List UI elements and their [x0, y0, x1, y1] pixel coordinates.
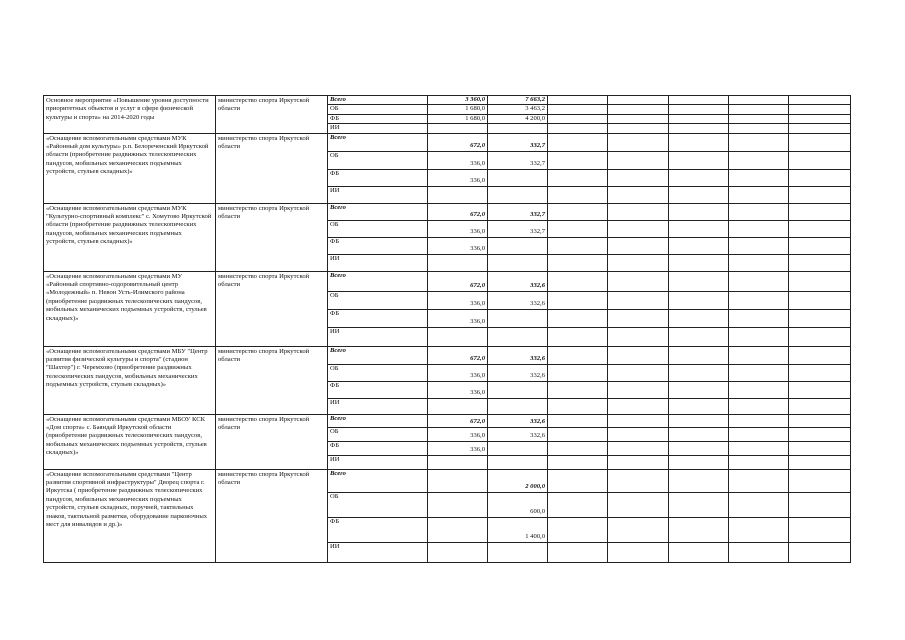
empty-cell — [669, 291, 729, 309]
amount-cell-1: 672,0 — [428, 203, 488, 220]
empty-cell — [669, 254, 729, 271]
empty-cell — [729, 381, 789, 398]
empty-cell — [548, 492, 608, 517]
empty-cell — [548, 254, 608, 271]
amount-cell-1: 336,0 — [428, 427, 488, 441]
empty-cell — [669, 271, 729, 291]
amount-cell-2: 332,6 — [488, 271, 548, 291]
empty-cell — [669, 186, 729, 203]
table-row — [44, 203, 851, 220]
amount-cell-2 — [488, 441, 548, 455]
amount-cell-1: 672,0 — [428, 133, 488, 151]
empty-cell — [608, 398, 669, 414]
funding-source-label: Всего — [328, 414, 428, 427]
table-row — [44, 96, 851, 105]
responsible-organization: министерство спорта Иркутской области — [216, 203, 328, 271]
empty-cell — [669, 124, 729, 133]
funding-source-label: ОБ — [328, 220, 428, 237]
empty-cell — [789, 469, 851, 492]
empty-cell — [669, 237, 729, 254]
funding-source-label: ОБ — [328, 151, 428, 169]
table-row — [44, 414, 851, 427]
empty-cell — [608, 381, 669, 398]
amount-cell-2: 4 200,0 — [488, 114, 548, 123]
funding-source-label: ИИ — [328, 542, 428, 562]
empty-cell — [729, 309, 789, 327]
amount-cell-1: 672,0 — [428, 271, 488, 291]
amount-cell-1: 672,0 — [428, 346, 488, 364]
funding-source-label: ОБ — [328, 364, 428, 381]
empty-cell — [729, 517, 789, 542]
empty-cell — [548, 237, 608, 254]
table-row — [44, 133, 851, 151]
empty-cell — [548, 96, 608, 105]
empty-cell — [789, 169, 851, 186]
empty-cell — [548, 327, 608, 346]
empty-cell — [669, 398, 729, 414]
funding-source-label: ФБ — [328, 169, 428, 186]
amount-cell-1: 1 680,0 — [428, 105, 488, 114]
empty-cell — [608, 186, 669, 203]
empty-cell — [548, 220, 608, 237]
empty-cell — [608, 133, 669, 151]
funding-source-label: Всего — [328, 469, 428, 492]
empty-cell — [729, 133, 789, 151]
empty-cell — [789, 398, 851, 414]
empty-cell — [608, 346, 669, 364]
empty-cell — [608, 441, 669, 455]
empty-cell — [729, 96, 789, 105]
empty-cell — [608, 427, 669, 441]
empty-cell — [548, 291, 608, 309]
empty-cell — [729, 114, 789, 123]
empty-cell — [729, 414, 789, 427]
table-row — [44, 469, 851, 492]
amount-cell-1: 336,0 — [428, 151, 488, 169]
empty-cell — [548, 346, 608, 364]
activity-description: «Оснащение вспомогательными средствами МУ «Районный спортивно-оздоровительный центр «Молодежный» п. Невон Усть-Илимского района (приобретение раздвижных телескопических пандусов, мобильных механических подъемных устройств, стульев складных)» — [44, 271, 216, 346]
empty-cell — [729, 455, 789, 469]
empty-cell — [789, 492, 851, 517]
responsible-organization: министерство спорта Иркутской области — [216, 133, 328, 203]
activity-description: «Оснащение вспомогательными средствами МБУ "Центр развития физической культуры и спорта" (стадион "Шахтер") г. Черемхово (приобретение раздвижных телескопических пандусов, мобильных механических подъемных устройств, стульев складных)» — [44, 346, 216, 414]
empty-cell — [608, 271, 669, 291]
empty-cell — [729, 441, 789, 455]
activity-description: «Оснащение вспомогательными средствами МУК "Культурно-спортивный комплекс" с. Хомутово Иркутской области (приобретение раздвижных телескопических пандусов, мобильных механических подъемных устройств, стульев складных)» — [44, 203, 216, 271]
amount-cell-2: 1 400,0 — [488, 517, 548, 542]
empty-cell — [669, 517, 729, 542]
empty-cell — [548, 398, 608, 414]
amount-cell-2 — [488, 237, 548, 254]
responsible-organization: министерство спорта Иркутской области — [216, 271, 328, 346]
empty-cell — [669, 346, 729, 364]
empty-cell — [548, 441, 608, 455]
empty-cell — [789, 220, 851, 237]
empty-cell — [789, 237, 851, 254]
activity-description: «Оснащение вспомогательными средствами МБОУ КСК «Дом спорта» с. Баяндай Иркутской области (приобретение раздвижных телескопических пандусов, мобильных механических подъемных устройств, стульев складных)» — [44, 414, 216, 469]
empty-cell — [548, 455, 608, 469]
empty-cell — [729, 327, 789, 346]
empty-cell — [789, 105, 851, 114]
amount-cell-1 — [428, 469, 488, 492]
empty-cell — [729, 186, 789, 203]
funding-source-label: ИИ — [328, 254, 428, 271]
amount-cell-1: 336,0 — [428, 169, 488, 186]
amount-cell-1: 336,0 — [428, 309, 488, 327]
empty-cell — [608, 469, 669, 492]
empty-cell — [789, 133, 851, 151]
amount-cell-2: 332,7 — [488, 220, 548, 237]
amount-cell-2 — [488, 381, 548, 398]
amount-cell-2 — [488, 186, 548, 203]
amount-cell-2: 332,7 — [488, 133, 548, 151]
empty-cell — [548, 414, 608, 427]
empty-cell — [789, 151, 851, 169]
empty-cell — [669, 327, 729, 346]
empty-cell — [669, 469, 729, 492]
amount-cell-2 — [488, 327, 548, 346]
funding-source-label: Всего — [328, 133, 428, 151]
empty-cell — [608, 291, 669, 309]
empty-cell — [729, 151, 789, 169]
empty-cell — [548, 114, 608, 123]
empty-cell — [789, 309, 851, 327]
empty-cell — [608, 364, 669, 381]
amount-cell-1: 336,0 — [428, 291, 488, 309]
empty-cell — [729, 469, 789, 492]
empty-cell — [729, 492, 789, 517]
funding-source-label: ФБ — [328, 381, 428, 398]
empty-cell — [608, 220, 669, 237]
funding-source-label: ИИ — [328, 455, 428, 469]
activity-description: «Оснащение вспомогательными средствами "Центр развития спортивной инфраструктуры" Дворец спорта г. Иркутска ( приобретение раздвижных телескопических пандусов, мобильных механических подъемных устройств, стульев складных, поручней, тактильных знаков, тактильной разметки, оборудование парковочных мест для инвалидов и др.)» — [44, 469, 216, 562]
amount-cell-2: 332,6 — [488, 414, 548, 427]
empty-cell — [789, 542, 851, 562]
empty-cell — [789, 327, 851, 346]
empty-cell — [608, 96, 669, 105]
amount-cell-1: 336,0 — [428, 237, 488, 254]
responsible-organization: министерство спорта Иркутской области — [216, 346, 328, 414]
amount-cell-1: 3 360,0 — [428, 96, 488, 105]
empty-cell — [608, 254, 669, 271]
empty-cell — [548, 364, 608, 381]
empty-cell — [548, 151, 608, 169]
empty-cell — [669, 492, 729, 517]
empty-cell — [548, 271, 608, 291]
responsible-organization: министерство спорта Иркутской области — [216, 469, 328, 562]
empty-cell — [729, 542, 789, 562]
empty-cell — [669, 381, 729, 398]
funding-source-label: ФБ — [328, 114, 428, 123]
empty-cell — [548, 203, 608, 220]
empty-cell — [548, 105, 608, 114]
amount-cell-1: 1 680,0 — [428, 114, 488, 123]
activity-description: «Оснащение вспомогательными средствами МУК «Районный дом культуры» р.п. Белореченский Иркутской области (приобретение раздвижных телескопических пандусов, мобильных механических подъемных устройств, стульев складных)» — [44, 133, 216, 203]
amount-cell-1 — [428, 542, 488, 562]
amount-cell-2 — [488, 169, 548, 186]
funding-source-label: ФБ — [328, 237, 428, 254]
empty-cell — [608, 105, 669, 114]
empty-cell — [789, 427, 851, 441]
amount-cell-1: 336,0 — [428, 441, 488, 455]
empty-cell — [669, 151, 729, 169]
empty-cell — [548, 309, 608, 327]
amount-cell-2: 332,6 — [488, 364, 548, 381]
funding-source-label: ОБ — [328, 291, 428, 309]
empty-cell — [608, 542, 669, 562]
empty-cell — [789, 203, 851, 220]
table-row — [44, 346, 851, 364]
empty-cell — [729, 220, 789, 237]
empty-cell — [669, 169, 729, 186]
empty-cell — [789, 381, 851, 398]
empty-cell — [669, 427, 729, 441]
funding-source-label: ИИ — [328, 186, 428, 203]
empty-cell — [789, 96, 851, 105]
empty-cell — [669, 220, 729, 237]
empty-cell — [669, 203, 729, 220]
empty-cell — [669, 105, 729, 114]
funding-source-label: ФБ — [328, 309, 428, 327]
empty-cell — [548, 469, 608, 492]
empty-cell — [729, 398, 789, 414]
amount-cell-2 — [488, 124, 548, 133]
funding-source-label: ОБ — [328, 492, 428, 517]
funding-source-label: ИИ — [328, 327, 428, 346]
empty-cell — [669, 114, 729, 123]
empty-cell — [548, 542, 608, 562]
amount-cell-2: 332,7 — [488, 151, 548, 169]
amount-cell-2: 332,6 — [488, 427, 548, 441]
amount-cell-1 — [428, 517, 488, 542]
empty-cell — [789, 455, 851, 469]
funding-source-label: Всего — [328, 271, 428, 291]
amount-cell-1: 336,0 — [428, 364, 488, 381]
empty-cell — [789, 517, 851, 542]
empty-cell — [789, 254, 851, 271]
empty-cell — [729, 364, 789, 381]
funding-source-label: Всего — [328, 96, 428, 105]
empty-cell — [669, 455, 729, 469]
empty-cell — [608, 327, 669, 346]
amount-cell-1 — [428, 398, 488, 414]
empty-cell — [729, 346, 789, 364]
funding-source-label: ФБ — [328, 441, 428, 455]
empty-cell — [669, 364, 729, 381]
empty-cell — [729, 203, 789, 220]
amount-cell-2 — [488, 542, 548, 562]
empty-cell — [729, 124, 789, 133]
empty-cell — [548, 381, 608, 398]
empty-cell — [608, 114, 669, 123]
funding-source-label: ОБ — [328, 427, 428, 441]
funding-source-label: ИИ — [328, 124, 428, 133]
amount-cell-2: 7 663,2 — [488, 96, 548, 105]
amount-cell-2: 600,0 — [488, 492, 548, 517]
amount-cell-1: 336,0 — [428, 220, 488, 237]
amount-cell-1 — [428, 254, 488, 271]
empty-cell — [729, 254, 789, 271]
empty-cell — [789, 346, 851, 364]
table-row — [44, 271, 851, 291]
empty-cell — [789, 114, 851, 123]
empty-cell — [729, 169, 789, 186]
amount-cell-2: 332,6 — [488, 346, 548, 364]
amount-cell-2: 3 463,2 — [488, 105, 548, 114]
empty-cell — [608, 309, 669, 327]
funding-table — [43, 95, 851, 563]
empty-cell — [608, 517, 669, 542]
funding-source-label: ФБ — [328, 517, 428, 542]
amount-cell-1 — [428, 455, 488, 469]
empty-cell — [548, 186, 608, 203]
amount-cell-2: 2 000,0 — [488, 469, 548, 492]
funding-source-label: Всего — [328, 346, 428, 364]
amount-cell-1 — [428, 492, 488, 517]
amount-cell-2 — [488, 455, 548, 469]
funding-source-label: ИИ — [328, 398, 428, 414]
empty-cell — [729, 427, 789, 441]
amount-cell-1 — [428, 186, 488, 203]
empty-cell — [789, 271, 851, 291]
empty-cell — [729, 291, 789, 309]
empty-cell — [608, 151, 669, 169]
empty-cell — [669, 96, 729, 105]
empty-cell — [789, 291, 851, 309]
amount-cell-1: 336,0 — [428, 381, 488, 398]
empty-cell — [789, 364, 851, 381]
amount-cell-2 — [488, 309, 548, 327]
empty-cell — [789, 441, 851, 455]
empty-cell — [669, 441, 729, 455]
empty-cell — [669, 542, 729, 562]
amount-cell-2: 332,6 — [488, 291, 548, 309]
empty-cell — [548, 133, 608, 151]
empty-cell — [669, 309, 729, 327]
amount-cell-2: 332,7 — [488, 203, 548, 220]
amount-cell-1 — [428, 327, 488, 346]
responsible-organization: министерство спорта Иркутской области — [216, 414, 328, 469]
funding-source-label: ОБ — [328, 105, 428, 114]
amount-cell-2 — [488, 398, 548, 414]
activity-description: Основное мероприятие «Повышение уровня доступности приоритетных объектов и услуг в сфере физической культуры и спорта» на 2014-2020 годы — [44, 96, 216, 134]
amount-cell-2 — [488, 254, 548, 271]
empty-cell — [608, 414, 669, 427]
empty-cell — [789, 124, 851, 133]
empty-cell — [608, 169, 669, 186]
amount-cell-1 — [428, 124, 488, 133]
empty-cell — [729, 271, 789, 291]
empty-cell — [729, 237, 789, 254]
empty-cell — [548, 517, 608, 542]
amount-cell-1: 672,0 — [428, 414, 488, 427]
empty-cell — [608, 203, 669, 220]
empty-cell — [548, 427, 608, 441]
empty-cell — [729, 105, 789, 114]
empty-cell — [789, 414, 851, 427]
empty-cell — [608, 124, 669, 133]
empty-cell — [608, 455, 669, 469]
responsible-organization: министерство спорта Иркутской области — [216, 96, 328, 134]
empty-cell — [669, 133, 729, 151]
empty-cell — [789, 186, 851, 203]
funding-source-label: Всего — [328, 203, 428, 220]
empty-cell — [548, 169, 608, 186]
empty-cell — [548, 124, 608, 133]
empty-cell — [608, 237, 669, 254]
empty-cell — [669, 414, 729, 427]
empty-cell — [608, 492, 669, 517]
